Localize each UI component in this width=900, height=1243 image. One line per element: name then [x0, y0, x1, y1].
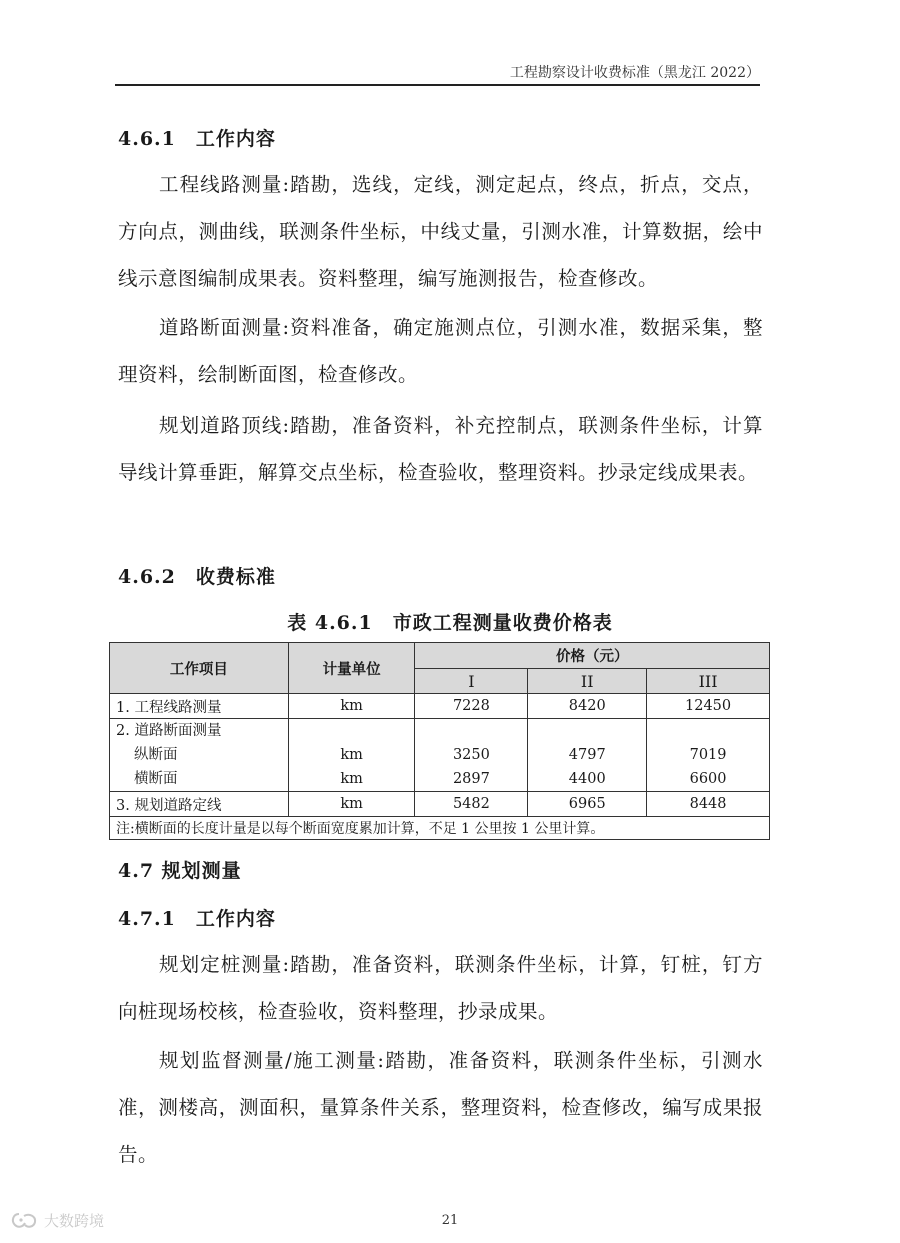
header-rule: [115, 84, 760, 86]
paragraph-supervision-survey: 规划监督测量/施工测量:踏勘，准备资料，联测条件坐标，引测水准，测楼高，测面积，量算条件关系，整理资料，检查修改，编写成果报告。: [118, 1049, 763, 1166]
row-value-grade-1: 5482: [415, 792, 528, 817]
table-row-group: [110, 719, 770, 792]
watermark-logo-icon: [10, 1212, 40, 1230]
fee-table: [109, 642, 770, 840]
paragraph-section-survey: 道路断面测量:资料准备，确定施测点位，引测水准，数据采集，整理资料，绘制断面图，检查修改。: [118, 316, 763, 386]
row-value: 2897: [452, 771, 490, 787]
running-header: 工程勘察设计收费标准（黑龙江 2022）: [509, 65, 760, 81]
table-row: [110, 792, 770, 817]
row-subitem: 纵断面: [134, 747, 178, 763]
row-item: 1. 工程线路测量: [110, 694, 289, 719]
row-unit-group: [288, 719, 415, 792]
section-heading-4-6-1: 4.6.1 工作内容: [118, 128, 276, 150]
row-value-grade-3: 8448: [647, 792, 770, 817]
row-value-grade-2: 8420: [528, 694, 647, 719]
row-value: 4797: [568, 747, 606, 763]
header-work-item: 工作项目: [110, 643, 289, 694]
paragraph-planned-road-line: 规划道路顶线:踏勘，准备资料，补充控制点，联测条件坐标，计算导线计算垂距，解算交点坐标，检查验收，整理资料。抄录定线成果表。: [118, 414, 763, 484]
row-item-group: [110, 719, 289, 792]
header-unit: 计量单位: [288, 643, 415, 694]
section-heading-4-7-1: 4.7.1 工作内容: [118, 908, 276, 930]
table-row: [110, 694, 770, 719]
row-group-title: 2. 道路断面测量: [116, 723, 222, 739]
paragraph-stake-survey: 规划定桩测量:踏勘，准备资料，联测条件坐标，计算，钉桩，钉方向桩现场校核，检查验收，资料整理，抄录成果。: [118, 953, 763, 1023]
row-value-grade-1: 7228: [415, 694, 528, 719]
paragraph-route-survey: 工程线路测量:踏勘，选线，定线，测定起点，终点，折点，交点，方向点，测曲线，联测条件坐标，中线丈量，引测水准，计算数据，绘中线示意图编制成果表。资料整理，编写施测报告，检查修改。: [118, 173, 763, 290]
row-value-grade-1-group: [415, 719, 528, 792]
row-value: 4400: [568, 771, 606, 787]
header-grade-1: I: [415, 669, 528, 694]
table-note: 注:横断面的长度计量是以每个断面宽度累加计算，不足 1 公里按 1 公里计算。: [110, 817, 770, 840]
row-unit: km: [340, 771, 363, 787]
header-grade-3: III: [647, 669, 770, 694]
row-unit: km: [288, 792, 415, 817]
watermark: [10, 1210, 104, 1231]
section-heading-4-6-2: 4.6.2 收费标准: [118, 566, 276, 588]
row-unit: km: [288, 694, 415, 719]
section-heading-4-7: 4.7 规划测量: [118, 860, 242, 882]
header-grade-2: II: [528, 669, 647, 694]
row-subitem: 横断面: [134, 771, 178, 787]
header-price: 价格（元）: [415, 643, 770, 669]
row-item: 3. 规划道路定线: [110, 792, 289, 817]
row-value-grade-3-group: [647, 719, 770, 792]
row-value: 6600: [689, 771, 727, 787]
table-note-row: [110, 817, 770, 840]
page-number: 21: [441, 1213, 459, 1228]
row-value-grade-2-group: [528, 719, 647, 792]
row-value-grade-3: 12450: [647, 694, 770, 719]
watermark-text: 大数跨境: [44, 1212, 105, 1230]
row-value: 3250: [452, 747, 490, 763]
row-unit: km: [340, 747, 363, 763]
row-value-grade-2: 6965: [528, 792, 647, 817]
table-caption: 表 4.6.1 市政工程测量收费价格表: [287, 612, 613, 634]
row-value: 7019: [689, 747, 727, 763]
